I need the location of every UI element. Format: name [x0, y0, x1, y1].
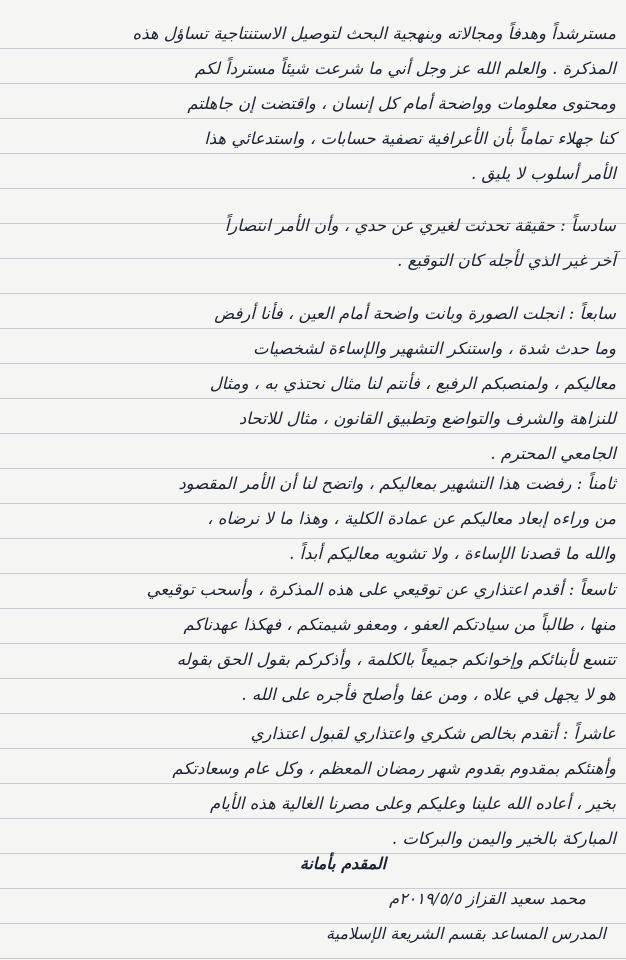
seventh-line: معاليكم ، ولمنصبكم الرفيع ، فأنتم لنا مثال نحتذي به ، ومثال	[209, 374, 616, 393]
intro-line: المذكرة . والعلم الله عز وجل أني ما شرعت شيئاً مسترداً لكم	[194, 59, 616, 78]
tenth-line: المباركة بالخير واليمن والبركات .	[391, 829, 616, 848]
item-tenth	[10, 716, 616, 856]
seventh-line: الجامعي المحترم .	[490, 444, 616, 463]
ninth-line: هو لا يجهل في علاه ، ومن عفا وأصلح فأجره على الله .	[241, 685, 616, 704]
tenth-line: عاشراً : أتقدم بخالص شكري واعتذاري لقبول اعتذاري	[250, 724, 616, 743]
intro-line: ومحتوى معلومات وواضحة أمام كل إنسان ، واقتضت إن جاهلتم	[187, 94, 616, 113]
eighth-line: ثامناً : رفضت هذا التشهير بمعاليكم ، واتضح لنا أن الأمر المقصود	[178, 474, 616, 493]
intro-line: مسترشداً وهدفاً ومجالاته وبنهجية البحث لتوصيل الاستنتاجية تساؤل هذه	[132, 24, 616, 43]
ninth-line: تاسعاً : أقدم اعتذاري عن توقيعي على هذه المذكرة ، وأسحب توقيعي	[146, 580, 616, 599]
item-sixth	[10, 208, 616, 278]
ninth-line: منها ، طالباً من سيادتكم العفو ، ومعفو شيمتكم ، فهكذا عهدناكم	[183, 615, 616, 634]
signature-block	[0, 846, 626, 951]
sixth-line: سادساً : حقيقة تحدثت لغيري عن حدي ، وأن الأمر انتصاراً	[224, 216, 616, 235]
item-ninth	[10, 572, 616, 712]
signature-title: المدرس المساعد بقسم الشريعة الإسلامية	[326, 924, 606, 943]
seventh-line: وما حدث شدة ، واستنكر التشهير والإساءة لشخصيات	[252, 339, 616, 358]
seventh-line: للنزاهة والشرف والتواضع وتطبيق القانون ، مثال للاتحاد	[238, 409, 616, 428]
signature-name-date: محمد سعيد القزاز ٢٠١٩/٥/٥م	[389, 889, 586, 908]
eighth-line: من وراءه إبعاد معاليكم عن عمادة الكلية ، وهذا ما لا نرضاه ،	[207, 509, 616, 528]
signature-closing: المقدم بأمانة	[299, 854, 387, 873]
item-eighth	[10, 466, 616, 571]
seventh-line: سابعاً : انجلت الصورة وبانت واضحة أمام العين ، فأنا أرفض	[214, 304, 616, 323]
intro-line: الأمر أسلوب لا يليق .	[471, 164, 616, 183]
tenth-line: بخير ، أعاده الله علينا وعليكم وعلى مصرنا الغالية هذه الأيام	[210, 794, 616, 813]
sixth-line: آخر غير الذي لأجله كان التوقيع .	[397, 251, 616, 270]
tenth-line: وأهنئكم بمقدوم بقدوم شهر رمضان المعظم ، وكل عام وسعادتكم	[172, 759, 616, 778]
ninth-line: تتسع لأبنائكم وإخوانكم جميعاً بالكلمة ، وأذكركم بقول الحق بقوله	[176, 650, 616, 669]
item-seventh	[10, 296, 616, 471]
eighth-line: والله ما قصدنا الإساءة ، ولا تشويه معاليكم أبداً .	[289, 544, 616, 563]
intro-line: كنا جهلاء تماماً بأن الأعرافية تصفية حسابات ، واستدعائي هذا	[204, 129, 616, 148]
intro-paragraph	[10, 16, 616, 191]
